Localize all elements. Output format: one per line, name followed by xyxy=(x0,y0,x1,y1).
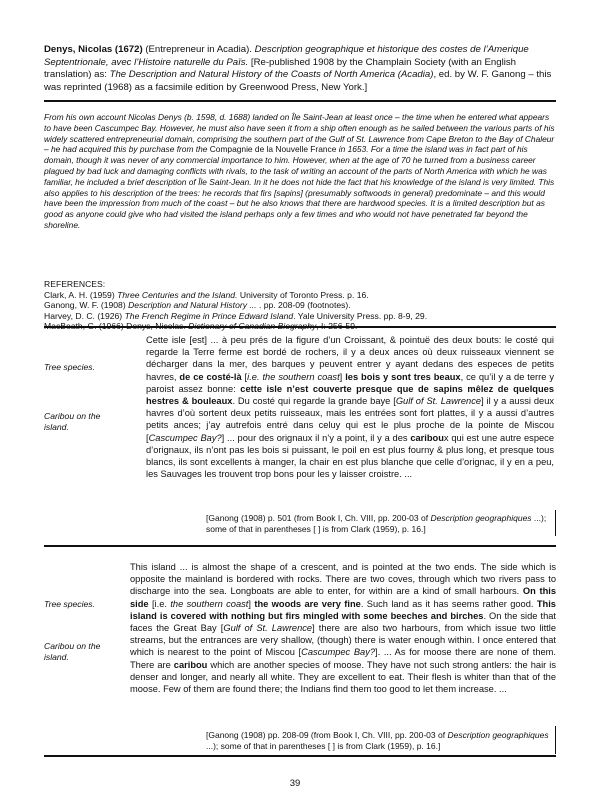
emphasis: cette isle n’est couverte presque que de sapins mêlez de quelques hestres & bouleaux xyxy=(146,383,554,407)
english-passage xyxy=(44,552,556,757)
text-run: which are another species of moose. They have not such strong antlers: the hair is denser and longer, and nearly all white. They are excellent to eat. Their flesh is whiter than that of the moose. Few of them are found there; the Indians find them too good to let them increase. ... xyxy=(130,659,556,695)
references-heading: REFERENCES: xyxy=(44,279,106,289)
text-run: . Such land as it has seems rather good. xyxy=(360,598,537,609)
emphasis: caribou xyxy=(410,432,444,443)
citation-bracket xyxy=(555,726,556,754)
editorial-gloss: Cascumpec Bay? xyxy=(148,432,222,443)
english-title: The Description and Natural History of the Coasts of North America (Acadia) xyxy=(109,69,434,80)
reference-item xyxy=(44,300,556,311)
english-text xyxy=(130,561,556,695)
ref-details: , I: 256-59. xyxy=(316,321,358,332)
text-run: ] il y a aussi deux havres d’où sortent deux petits ruisseaux, mais les entrées sont fort plattes, il y a aussi d’autres petits ances; j’ay autrefois entré dans celuy qui est le plus proche de la pointe de Miscou [ xyxy=(146,396,555,443)
page-number: 39 xyxy=(289,778,301,789)
company-name: Compagnie de la Nouvelle France xyxy=(209,144,337,155)
bibliographic-header xyxy=(44,44,556,94)
intro-part-1: From his own account Nicolas Denys (b. 1598, d. 1688) landed on Île Saint-Jean at least once – the time when he entered what appears to have been Cascumpec Bay. However, he must also have seen it from a ship often enough as he sailed between the various parts of his widely scattered entrepreneurial domain, comprising the southern part of the Gulf of St. Lawrence from Cape Breton to the Bay of Chaleur – he had acquired this by purchase from the xyxy=(44,112,555,155)
french-passage xyxy=(44,334,556,539)
ref-details: . pp. 208-09 (footnotes). xyxy=(256,300,351,311)
text-run: . On the side that faces the Great Bay [ xyxy=(130,610,556,634)
text-run: x qui est une autre espece d’orignaux, ils n’ont pas les bois si puissant, le poil en est plus fourny & plus long, et presque tous blancs, ils sont excellents à manger, la chair en est plus blanche que celle d’orignac, il y en a peu, les Sauvages les trouvent trop bons pour les y laisser croistre. ... xyxy=(146,432,554,480)
ref-author: Ganong, W. F. (1908) xyxy=(44,300,129,311)
author-role: (Entrepreneur in Acadia). xyxy=(142,44,255,55)
emphasis: de ce costé-là xyxy=(179,371,242,382)
margin-note-tree-species: Tree species. xyxy=(44,362,95,372)
ref-title: Description and Natural History ... xyxy=(128,300,257,311)
editorial-gloss: the southern coast xyxy=(170,598,249,609)
text-run: . Du costé qui regarde la grande baye [ xyxy=(232,396,396,407)
emphasis: On this side xyxy=(130,586,556,609)
ref-title: The French Regime in Prince Edward Island xyxy=(124,310,294,321)
citation-text: ...); some of that in parentheses [ ] is from Clark (1959), p. 16.] xyxy=(206,513,547,534)
emphasis: the woods are very fine xyxy=(254,598,361,609)
citation-title: Description geographiques xyxy=(447,730,549,740)
ref-details: University of Toronto Press. p. 16. xyxy=(237,289,369,300)
french-text xyxy=(146,334,554,480)
french-citation xyxy=(206,513,554,535)
passage-divider xyxy=(44,545,556,547)
ref-author: Harvey, D. C. (1926) xyxy=(44,310,125,321)
margin-note-caribou: Caribou on the island. xyxy=(44,411,101,432)
margin-note-tree-species: Tree species. xyxy=(44,599,95,609)
author: Denys, Nicolas (1672) xyxy=(44,44,143,55)
ref-title: Three Centuries and the Island. xyxy=(117,289,238,300)
text-run: Cette isle [est] ... à peu prés de la figure d’un Croissant, & pointuë des deux bouts: le costé qui regarde la Terre ferme est bordé de rochers, il y a deux ances où deux ruisseaux viennent se décharger dans la mer, des barques y peuvent entrer y ayant dedans des especes de petits havres, xyxy=(146,335,554,382)
text-run: [ xyxy=(241,371,248,382)
text-run: This island ... is almost the shape of a crescent, and is pointed at the two ends. The side which is opposite the mainland is bordered with rocks. There are two coves, through which two rivers pass to discharge into the sea. Longboats are able to enter, for within are a kind of small harbours. xyxy=(130,562,556,597)
text-run: ]. ... As for moose there are none of them. There are xyxy=(130,647,556,670)
ref-details: . Yale University Press. pp. 8-9, 29. xyxy=(293,310,428,321)
text-run: ] there are also two harbours, from which issue two little streams, but the entrances are very shallow, (though) there is water enough within. I once entered that which is nearest to the point of Miscou [ xyxy=(130,623,556,658)
text-run: [i.e. xyxy=(148,598,171,609)
editorial-gloss: Cascumpec Bay? xyxy=(301,647,376,658)
emphasis: les bois y sont tres beaux xyxy=(345,371,461,382)
emphasis: This island is covered with nothing but firs mingled with some beeches and birches xyxy=(130,598,556,621)
ref-title: Dictionary of Canadian Biography xyxy=(188,321,317,332)
references xyxy=(44,279,556,332)
citation-text: ...); some of that in parentheses [ ] is from Clark (1959), p. 16.] xyxy=(206,740,441,751)
citation-bracket xyxy=(555,510,556,536)
editor-note: , ed. by W. F. Ganong – this was reprinted (1968) as a facsimile edition by Greenwood Press, New York.] xyxy=(44,69,552,93)
references-divider xyxy=(44,326,556,328)
editorial-gloss: Gulf of St. Lawrence xyxy=(223,623,313,634)
bottom-divider xyxy=(44,755,556,757)
ref-author: Clark, A. H. (1959) xyxy=(44,289,118,300)
ref-author: MacBeath, G. (1966) Denys, Nicolas. xyxy=(44,321,189,332)
text-run: ] xyxy=(339,371,346,382)
reference-item xyxy=(44,290,556,301)
citation-text: [Ganong (1908) pp. 208-09 (from Book I, Ch. VIII, pp. 200-03 of xyxy=(206,730,448,740)
citation-text: [Ganong (1908) p. 501 (from Book I, Ch. VIII, pp. 200-03 of xyxy=(206,513,431,523)
reference-item xyxy=(44,311,556,322)
intro-part-2: in 1653. For a time the island was in fact part of his domain, though it was never of any commercial importance to him. However, when at the age of 70 he turned from a business career plagued by bad luck and damaging conflicts with rivals, to the task of writing an account of the parts of North America with which he was familiar, he included a brief description of Île Saint-Jean. In it he does not hide the fact that his knowledge of the island is very limited. This also applies to his description of the trees: he records that firs [sapins] (presumably softwoods in general) predominate – and this would have been the impression from much of the coast – but he also knows that there are hardwood species. It is a limited description but as good as anyone could give who had visited the island perhaps only a few times and who would not have penetrated far beyond the shoreline. xyxy=(44,144,555,230)
emphasis: caribou xyxy=(173,659,208,670)
editorial-gloss: i.e. the southern coast xyxy=(247,371,340,382)
work-title: Description geographique et historique des costes de l’Amerique Septentrionale, avec l’Histoire naturelle du Païs. xyxy=(44,44,529,68)
text-run: ] xyxy=(248,598,255,609)
header-divider xyxy=(44,100,556,102)
margin-note-caribou: Caribou on the island. xyxy=(44,641,101,662)
citation-title: Description geographiques xyxy=(430,513,532,523)
text-run: , ce qu’il y a de terre y paroist assez bonne: xyxy=(146,371,554,394)
editorial-gloss: Gulf of St. Lawrence xyxy=(395,396,482,407)
intro-commentary xyxy=(44,112,556,231)
text-run: ] ... pour des orignaux il n’y a point, il y a des xyxy=(221,432,411,443)
english-citation xyxy=(206,730,554,752)
republication-note: [Re-published 1908 by the Champlain Society (with an English translation) as: xyxy=(44,56,516,80)
